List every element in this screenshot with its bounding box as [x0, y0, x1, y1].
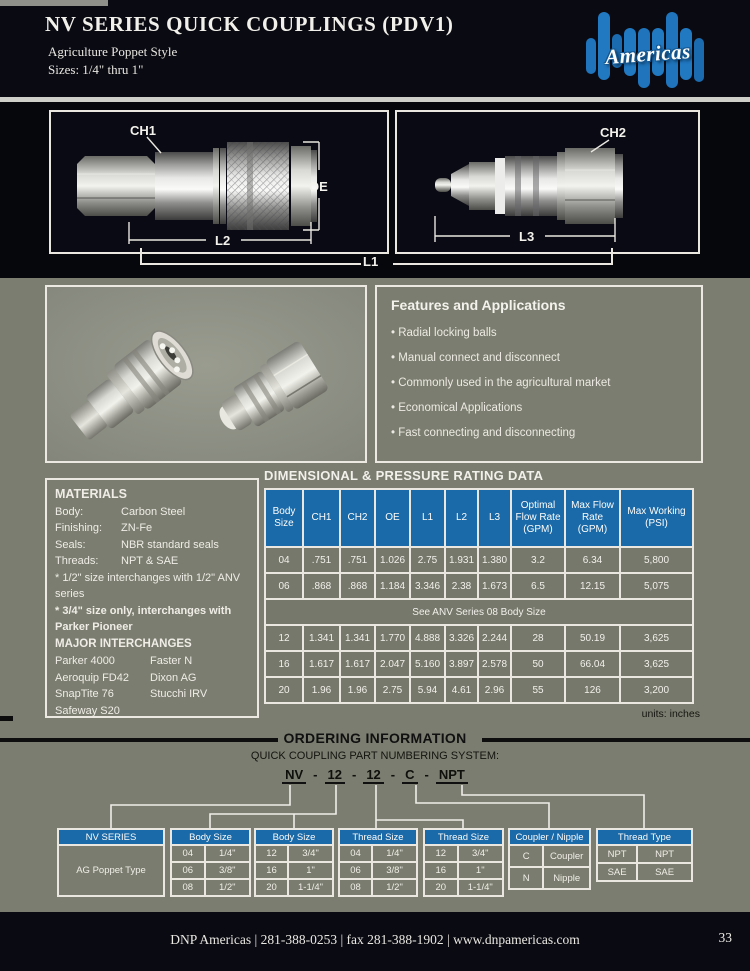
- dim-table-head: [266, 490, 692, 546]
- dim-table-cell: .751: [341, 548, 374, 572]
- interchange-left: Safeway S20: [55, 704, 120, 717]
- dim-table-cell: 4.888: [411, 626, 444, 650]
- ordering-table-header-row: [59, 830, 163, 844]
- dim-table: [264, 488, 694, 704]
- dim-table-header-cell: Max Working (PSI): [621, 490, 692, 546]
- ordering-table-thread-size-small: [338, 828, 418, 897]
- scan-dash: [0, 716, 13, 721]
- subtitle-sizes: Sizes: 1/4" thru 1": [48, 62, 144, 77]
- ordering-table-row: [340, 846, 416, 861]
- ordering-table-row: [340, 880, 416, 895]
- ordering-table-row: [340, 863, 416, 878]
- material-spec-value: NPT & SAE: [121, 555, 179, 568]
- dim-table-cell: 5,800: [621, 548, 692, 572]
- ordering-table-row: [510, 868, 589, 888]
- dim-table-cell: 1.96: [304, 678, 339, 702]
- dim-table-cell: 2.578: [479, 652, 510, 676]
- ordering-table-value-cell: 1/4": [206, 846, 250, 861]
- page-footer: [0, 912, 750, 971]
- ordering-table-grid: [338, 828, 418, 897]
- material-spec-value: ZN-Fe: [121, 522, 153, 535]
- ordering-table-code-cell: 16: [425, 863, 457, 878]
- feature-item: • Fast connecting and disconnecting: [391, 427, 687, 439]
- dim-table-row: [266, 574, 692, 598]
- material-spec-row: [55, 553, 249, 570]
- dim-table-cell: 6.34: [566, 548, 619, 572]
- interchange-left: Aeroquip FD42: [55, 671, 129, 684]
- ordering-table-header-row: [510, 830, 589, 844]
- interchanges-title: MAJOR INTERCHANGES: [55, 637, 192, 650]
- ordering-table-code-cell: 20: [425, 880, 457, 895]
- ordering-table-row: [172, 846, 249, 861]
- dim-table-cell: 5.94: [411, 678, 444, 702]
- l3-label: L3: [519, 229, 535, 244]
- dim-table-cell: 2.75: [411, 548, 444, 572]
- nipple-diagram-panel: [395, 110, 700, 254]
- interchange-left: SnapTite 76: [55, 688, 114, 700]
- ordering-table-code-cell: 04: [172, 846, 204, 861]
- part-number-segment: NPT: [436, 767, 468, 784]
- material-spec-label: Finishing:: [55, 522, 103, 535]
- dim-table-cell: 66.04: [566, 652, 619, 676]
- material-spec-value: Carbon Steel: [121, 505, 186, 518]
- interchange-left: Parker 4000: [55, 655, 115, 667]
- dim-table-cell: 3.326: [446, 626, 477, 650]
- dim-table-cell: .868: [341, 574, 374, 598]
- feature-item: • Manual connect and disconnect: [391, 352, 687, 364]
- part-number-separator: -: [424, 767, 429, 782]
- dim-table-header-row: [266, 490, 692, 546]
- dim-table-cell: 3.346: [411, 574, 444, 598]
- dim-table-cell: 04: [266, 548, 302, 572]
- ordering-title: ORDERING INFORMATION: [283, 730, 467, 746]
- dim-table-cell: 1.380: [479, 548, 510, 572]
- l2-label: L2: [215, 233, 231, 248]
- dim-table-header-cell: OE: [376, 490, 409, 546]
- ordering-table-code-cell: 12: [256, 846, 287, 861]
- dim-table-cell: 06: [266, 574, 302, 598]
- dim-table-row: [266, 548, 692, 572]
- ordering-table-header: Thread Size: [340, 830, 416, 844]
- ordering-table-header: Body Size: [256, 830, 332, 844]
- dim-table-row: [266, 678, 692, 702]
- ordering-table-nv-series: [57, 828, 165, 897]
- nipple-diagram: [397, 112, 698, 252]
- logo-americas-label: Americas: [604, 39, 692, 69]
- dim-table-cell: 2.38: [446, 574, 477, 598]
- ordering-table-row: [425, 863, 502, 878]
- ordering-table-grid: [423, 828, 504, 897]
- ordering-table-row: [256, 863, 332, 878]
- ordering-table-value-cell: 1/2": [206, 880, 250, 895]
- dim-table-cell: 2.75: [376, 678, 409, 702]
- dim-table-cell: 126: [566, 678, 619, 702]
- ordering-table-header: Thread Type: [598, 830, 691, 844]
- l1-dimension-line: [393, 263, 613, 265]
- ordering-table-value-cell: NPT: [638, 846, 691, 862]
- part-number-segment: 12: [363, 767, 383, 784]
- dim-table-cell: 3,200: [621, 678, 692, 702]
- material-spec-label: Body:: [55, 505, 84, 518]
- dim-table-cell: 5.160: [411, 652, 444, 676]
- ordering-table-value-cell: 3/8": [373, 863, 416, 878]
- features-list: [391, 327, 687, 439]
- material-spec-value: NBR standard seals: [121, 538, 219, 551]
- dim-table-cell: 1.617: [341, 652, 374, 676]
- coupler-diagram-panel: [49, 110, 389, 254]
- couplings-photo-illustration: [47, 287, 365, 461]
- content-area: [0, 278, 750, 912]
- ordering-table-value-cell: 3/4": [289, 846, 332, 861]
- units-label: units: inches: [641, 708, 700, 720]
- ordering-table-row: [59, 846, 163, 895]
- page-title: NV SERIES QUICK COUPLINGS (PDV1): [45, 12, 454, 36]
- ordering-table-code-cell: 16: [256, 863, 287, 878]
- interchange-row: [55, 703, 249, 720]
- dim-table-cell: 1.026: [376, 548, 409, 572]
- ordering-table-grid: [254, 828, 334, 897]
- dim-table-cell: 1.341: [304, 626, 339, 650]
- ordering-table-code-cell: 20: [256, 880, 287, 895]
- ordering-table-row: [598, 864, 691, 880]
- ordering-table-header-row: [598, 830, 691, 844]
- brand-logo: [584, 4, 712, 94]
- interchange-row: [55, 686, 249, 703]
- ordering-table-coupler-nipple: [508, 828, 591, 890]
- dim-table-header-cell: Max Flow Rate (GPM): [566, 490, 619, 546]
- subtitle-style: Agriculture Poppet Style: [48, 44, 178, 59]
- materials-note-2: * 3/4" size only, interchanges with Parker Pioneer: [55, 604, 232, 634]
- ordering-table-value-cell: 1": [459, 863, 503, 878]
- ordering-table-row: [172, 863, 249, 878]
- dim-table-header-cell: CH1: [304, 490, 339, 546]
- dim-table-cell: 4.61: [446, 678, 477, 702]
- ch1-label: CH1: [130, 123, 157, 138]
- ordering-table-code-cell: N: [510, 868, 542, 888]
- ordering-table-header: Body Size: [172, 830, 249, 844]
- ordering-table-thread-size-large: [423, 828, 504, 897]
- ordering-table-value-cell: Coupler: [544, 846, 589, 866]
- ordering-table-value-cell: 1": [289, 863, 332, 878]
- ordering-table-row: [510, 846, 589, 866]
- interchange-row: [55, 670, 249, 687]
- dim-table-header-cell: L1: [411, 490, 444, 546]
- dim-table-header-cell: CH2: [341, 490, 374, 546]
- ordering-table-grid: [596, 828, 693, 882]
- materials-title: MATERIALS: [55, 487, 127, 501]
- ordering-table-grid: [57, 828, 165, 897]
- dim-table-header-cell: Body Size: [266, 490, 302, 546]
- part-number-separator: -: [390, 767, 396, 782]
- ordering-table-value-cell: 3/4": [459, 846, 503, 861]
- dim-table-cell: 12.15: [566, 574, 619, 598]
- feature-item: • Radial locking balls: [391, 327, 687, 339]
- part-number: [0, 767, 750, 782]
- ordering-table-value-cell: SAE: [638, 864, 691, 880]
- ordering-table-code-cell: 04: [340, 846, 371, 861]
- material-spec-row: [55, 537, 249, 554]
- ordering-table-row: [598, 846, 691, 862]
- ordering-table-row: [256, 880, 332, 895]
- page-number: 33: [718, 930, 732, 945]
- part-number-separator: -: [351, 767, 357, 782]
- dim-table-cell: 50.19: [566, 626, 619, 650]
- feature-item: • Commonly used in the agricultural market: [391, 377, 687, 389]
- ordering-table-header: NV SERIES: [59, 830, 163, 844]
- dim-table-header-cell: Optimal Flow Rate (GPM): [512, 490, 564, 546]
- dimension-diagrams: [0, 102, 750, 278]
- dim-table-cell: 3,625: [621, 652, 692, 676]
- dim-table-cell: 1.96: [341, 678, 374, 702]
- ordering-table-code-cell: 08: [172, 880, 204, 895]
- dim-table-cell: 20: [266, 678, 302, 702]
- ch2-label: CH2: [600, 125, 627, 140]
- dim-table-title: DIMENSIONAL & PRESSURE RATING DATA: [264, 468, 544, 483]
- ordering-table-row: [425, 846, 502, 861]
- features-title: Features and Applications: [391, 297, 566, 313]
- dim-table-cell: 1.341: [341, 626, 374, 650]
- ordering-table-row: [425, 880, 502, 895]
- dim-table-header-cell: L2: [446, 490, 477, 546]
- dim-table-cell: 6.5: [512, 574, 564, 598]
- dim-table-cell: 1.770: [376, 626, 409, 650]
- part-number-segment: C: [402, 767, 417, 784]
- interchange-right: Faster N: [150, 655, 193, 667]
- interchange-row: [55, 653, 249, 670]
- part-number-segment: NV: [282, 767, 306, 784]
- material-spec-row: [55, 520, 249, 537]
- ordering-table-value-cell: 1/4": [373, 846, 416, 861]
- dim-table-cell: 28: [512, 626, 564, 650]
- ordering-table-code-cell: 12: [425, 846, 457, 861]
- dim-table-cell: .868: [304, 574, 339, 598]
- feature-item: • Economical Applications: [391, 402, 687, 414]
- materials-note-1: * 1/2" size interchanges with 1/2" ANV series: [55, 571, 241, 601]
- ordering-rule-right: [482, 738, 750, 742]
- ordering-table-row: [172, 880, 249, 895]
- oe-label: OE: [309, 179, 328, 194]
- ordering-table-code-cell: 08: [340, 880, 371, 895]
- ordering-table-thread-type: [596, 828, 693, 882]
- dim-table-cell: 3.897: [446, 652, 477, 676]
- material-spec-label: Seals:: [55, 538, 86, 551]
- l1-dimension-line: [140, 263, 361, 265]
- dim-table-cell: 2.244: [479, 626, 510, 650]
- features-box: [375, 285, 703, 463]
- dim-table-cell: 1.184: [376, 574, 409, 598]
- dim-table-row: [266, 626, 692, 650]
- dim-table-note-cell: See ANV Series 08 Body Size: [266, 600, 692, 624]
- ordering-table-header-row: [340, 830, 416, 844]
- ordering-table-body-size-large: [254, 828, 334, 897]
- interchange-right: Dixon AG: [150, 671, 197, 684]
- dim-table-cell: 12: [266, 626, 302, 650]
- dim-table-row: [266, 652, 692, 676]
- ordering-table-value-cell: 3/8": [206, 863, 250, 878]
- ordering-table-code-cell: 06: [340, 863, 371, 878]
- ordering-table-single-cell: AG Poppet Type: [59, 846, 163, 895]
- ordering-table-code-cell: SAE: [598, 864, 636, 880]
- ordering-table-header-row: [172, 830, 249, 844]
- dim-table-cell: 2.96: [479, 678, 510, 702]
- ordering-table-value-cell: 1-1/4": [459, 880, 503, 895]
- materials-specs: [55, 504, 249, 570]
- page-header: [0, 0, 750, 97]
- materials-box: [45, 478, 259, 718]
- dim-table-cell: 1.673: [479, 574, 510, 598]
- dim-table-cell: 55: [512, 678, 564, 702]
- ordering-table-value-cell: 1-1/4": [289, 880, 332, 895]
- dim-table-header-cell: L3: [479, 490, 510, 546]
- ordering-table-row: [256, 846, 332, 861]
- ordering-table-grid: [170, 828, 251, 897]
- ordering-table-code-cell: NPT: [598, 846, 636, 862]
- material-spec-label: Threads:: [55, 555, 99, 568]
- contact-info: DNP Americas | 281-388-0253 | fax 281-388-1902 | www.dnpamericas.com: [170, 932, 580, 947]
- part-number-separator: -: [313, 767, 318, 782]
- ordering-table-code-cell: C: [510, 846, 542, 866]
- dim-table-body: [266, 548, 692, 702]
- dim-table-cell: 16: [266, 652, 302, 676]
- ordering-table-body-size-small: [170, 828, 251, 897]
- material-spec-row: [55, 504, 249, 521]
- dim-table-cell: 2.047: [376, 652, 409, 676]
- dim-table-cell: .751: [304, 548, 339, 572]
- l1-tick-right: [611, 248, 613, 265]
- dim-table-cell: 1.617: [304, 652, 339, 676]
- ordering-table-value-cell: Nipple: [544, 868, 589, 888]
- interchange-right: Stucchi IRV: [150, 688, 208, 700]
- scan-artifact: [0, 0, 108, 6]
- ordering-table-value-cell: 1/2": [373, 880, 416, 895]
- ordering-table-header: Coupler / Nipple: [510, 830, 589, 844]
- interchanges-list: [55, 653, 249, 719]
- product-photo: [45, 285, 367, 463]
- ordering-table-code-cell: 06: [172, 863, 204, 878]
- ordering-table-header-row: [425, 830, 502, 844]
- ordering-table-header-row: [256, 830, 332, 844]
- dim-table-cell: 3,625: [621, 626, 692, 650]
- dim-table-cell: 50: [512, 652, 564, 676]
- part-number-segment: 12: [325, 767, 345, 784]
- ordering-table-header: Thread Size: [425, 830, 502, 844]
- ordering-table-grid: [508, 828, 591, 890]
- dim-table-row: [266, 600, 692, 624]
- dim-table-cell: 1.931: [446, 548, 477, 572]
- dim-table-cell: 3.2: [512, 548, 564, 572]
- coupler-diagram: [51, 112, 387, 252]
- dim-table-cell: 5,075: [621, 574, 692, 598]
- ordering-subtitle: QUICK COUPLING PART NUMBERING SYSTEM:: [250, 750, 500, 762]
- l1-label: L1: [363, 254, 379, 269]
